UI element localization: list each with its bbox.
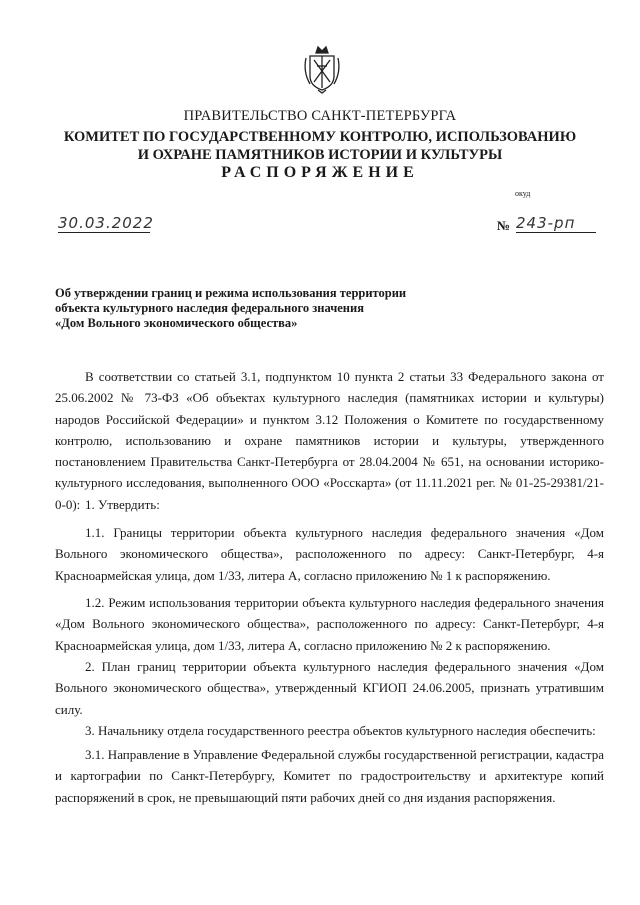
document-type: РАСПОРЯЖЕНИЕ — [221, 164, 419, 181]
okud-label: окуд — [515, 189, 531, 198]
item-3-1-paragraph: 3.1. Направление в Управление Федеральной службы государственной регистрации, кадастра и картографии по Санкт-Петербургу, Комитет по градостроительству и архитектуре копий распоряжений в срок, не превышающий пяти рабочих дней со дня издания распоряжения. — [55, 747, 604, 805]
document-date: 30.03.2022 — [58, 214, 154, 232]
subject-line2: объекта культурного наследия федерального значения — [55, 301, 364, 315]
item-1-1-paragraph: 1.1. Границы территории объекта культурного наследия федерального значения «Дом Вольного экономического общества», расположенного по адресу: Санкт-Петербург, 4-я Красноармейская улица, дом 1/33, литера А, согласно приложению № 1 к распоряжению. — [55, 525, 604, 583]
document-subject — [55, 286, 406, 331]
number-sign: № — [497, 218, 511, 233]
preamble-paragraph: В соответствии со статьей 3.1, подпунктом 10 пункта 2 статьи 33 Федерального закона от 25.06.2002 № 73-ФЗ «Об объектах культурного наследия (памятниках истории и культуры) народов Российской Федерации» и пунктом 3.12 Положения о Комитете по государственному контролю, использованию и охране памятников истории и культуры, утвержденного постановлением Правительства Санкт-Петербурга от 28.04.2004 № 651, на основании историко-культурного исследования, выполненного ООО «Росскарта» (от 11.11.2021 рег. № 01-25-29381/21-0-0): — [55, 369, 604, 512]
item-3-paragraph: 3. Начальнику отдела государственного реестра объектов культурного наследия обеспечить: — [85, 723, 596, 738]
committee-name-line1: КОМИТЕТ ПО ГОСУДАРСТВЕННОМУ КОНТРОЛЮ, ИСПОЛЬЗОВАНИЮ — [63, 129, 577, 145]
subject-line1: Об утверждении границ и режима использования территории — [55, 286, 407, 300]
subject-line3: «Дом Вольного экономического общества» — [55, 316, 298, 330]
government-name: ПРАВИТЕЛЬСТВО САНКТ-ПЕТЕРБУРГА — [183, 108, 457, 124]
document-number: 243-рп — [516, 214, 596, 233]
item-1-paragraph: 1. Утвердить: — [85, 497, 160, 512]
item-1-2-paragraph: 1.2. Режим использования территории объекта культурного наследия федерального значения «Дом Вольного экономического общества», расположенного по адресу: Санкт-Петербург, 4-я Красноармейская улица, дом 1/33, литера А, согласно приложению № 2 к распоряжению. — [55, 595, 604, 653]
st-petersburg-coat-of-arms-icon — [302, 44, 342, 94]
item-2-paragraph: 2. План границ территории объекта культурного наследия федерального значения «Дом Вольного экономического общества», утвержденный КГИОП 24.06.2005, признать утратившим силу. — [55, 659, 604, 717]
committee-name-line2: И ОХРАНЕ ПАМЯТНИКОВ ИСТОРИИ И КУЛЬТУРЫ — [137, 147, 503, 163]
